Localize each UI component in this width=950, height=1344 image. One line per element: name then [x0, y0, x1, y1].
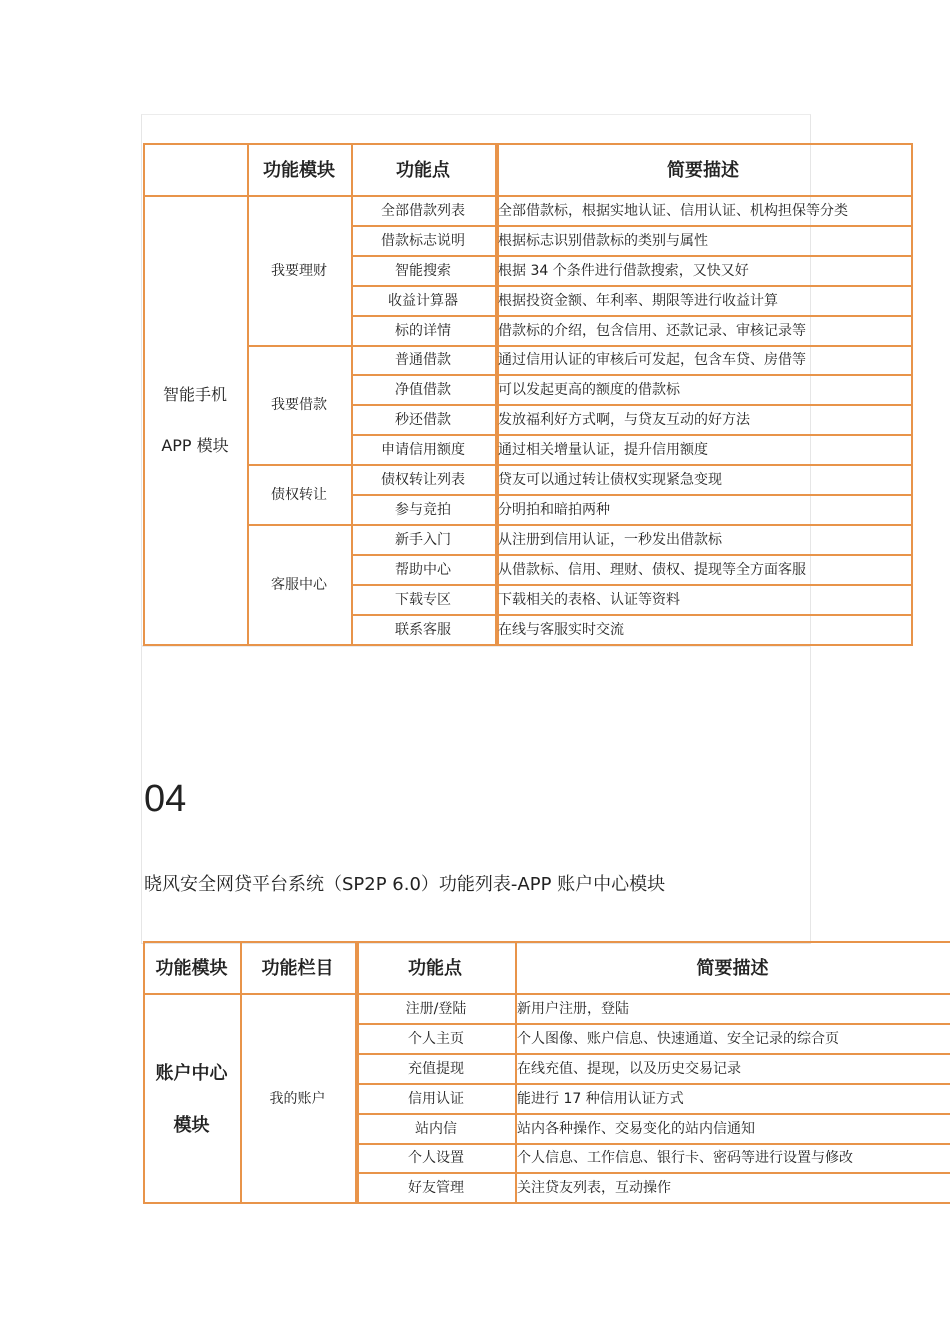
description-cell: 全部借款标，根据实地认证、信用认证、机构担保等分类 [498, 202, 848, 219]
description-cell: 个人信息、工作信息、银行卡、密码等进行设置与修改 [517, 1150, 853, 1167]
function-point-cell: 普通借款 [395, 352, 451, 369]
table-header-cell: 功能模块 [155, 958, 228, 979]
table-header-cell: 简要描述 [667, 160, 739, 181]
function-point-cell: 全部借款列表 [381, 202, 465, 219]
description-cell: 贷友可以通过转让债权实现紧急变现 [498, 472, 722, 489]
function-point-cell: 个人设置 [408, 1150, 464, 1167]
section-number: 04 [144, 778, 187, 820]
table-header-cell: 简要描述 [696, 958, 769, 979]
table-bottom-rule [143, 1202, 950, 1204]
function-point-cell: 秒还借款 [395, 412, 451, 429]
function-point-cell: 下载专区 [395, 591, 451, 608]
description-cell: 从注册到信用认证，一秒发出借款标 [498, 531, 722, 548]
function-point-cell: 新手入门 [395, 531, 451, 548]
description-cell: 个人图像、账户信息、快速通道、安全记录的综合页 [517, 1030, 839, 1047]
table-bottom-rule [143, 644, 912, 646]
function-point-cell: 参与竞拍 [395, 501, 451, 518]
function-point-cell: 注册/登陆 [405, 1000, 467, 1017]
category-label-line1: 智能手机 [162, 385, 227, 405]
page-frame-bottom [141, 646, 811, 944]
description-cell: 在线充值、提现，以及历史交易记录 [517, 1060, 741, 1077]
function-point-cell: 债权转让列表 [381, 472, 465, 489]
description-cell: 通过信用认证的审核后可发起，包含车贷、房借等 [498, 352, 806, 369]
module-cell: 我要借款 [271, 397, 327, 414]
category-cell [143, 195, 247, 644]
description-cell: 关注贷友列表，互动操作 [517, 1180, 671, 1197]
table-column-rule [911, 143, 913, 646]
module-cell [143, 993, 240, 1202]
module-label-line1: 账户中心 [155, 1062, 228, 1084]
column-cell: 我的账户 [269, 1090, 326, 1107]
description-cell: 借款标的介绍，包含信用、还款记录、审核记录等 [498, 322, 806, 339]
description-cell: 下载相关的表格、认证等资料 [498, 591, 680, 608]
function-point-cell: 联系客服 [395, 621, 451, 638]
module-cell: 我要理财 [271, 262, 327, 279]
table-top-rule [143, 143, 912, 145]
description-cell: 根据 34 个条件进行借款搜索，又快又好 [498, 262, 749, 279]
function-point-cell: 标的详情 [395, 322, 451, 339]
description-cell: 能进行 17 种信用认证方式 [517, 1090, 684, 1107]
description-cell: 通过相关增量认证，提升信用额度 [498, 442, 708, 459]
category-label-line2: APP 模块 [161, 436, 229, 456]
function-point-cell: 信用认证 [408, 1090, 464, 1107]
description-cell: 从借款标、信用、理财、债权、提现等全方面客服 [498, 561, 806, 578]
table-header-cell: 功能栏目 [261, 958, 334, 979]
function-point-cell: 借款标志说明 [381, 232, 465, 249]
table-top-rule [143, 941, 950, 943]
description-cell: 站内各种操作、交易变化的站内信通知 [517, 1120, 755, 1137]
description-cell: 发放福利好方式啊，与贷友互动的好方法 [498, 412, 750, 429]
description-cell: 分明拍和暗拍两种 [498, 501, 610, 518]
function-point-cell: 站内信 [415, 1120, 457, 1137]
description-cell: 在线与客服实时交流 [498, 621, 624, 638]
description-cell: 根据标志识别借款标的类别与属性 [498, 232, 708, 249]
table-header-cell: 功能模块 [263, 160, 335, 181]
function-point-cell: 好友管理 [408, 1180, 464, 1197]
module-label-line2: 模块 [173, 1114, 210, 1136]
description-cell: 根据投资金额、年利率、期限等进行收益计算 [498, 292, 778, 309]
section-title: 晓风安全网贷平台系统（SP2P 6.0）功能列表-APP 账户中心模块 [144, 874, 666, 895]
description-cell: 可以发起更高的额度的借款标 [498, 382, 680, 399]
function-point-cell: 申请信用额度 [381, 442, 465, 459]
function-point-cell: 充值提现 [408, 1060, 464, 1077]
table-header-cell: 功能点 [396, 160, 450, 181]
module-cell: 债权转让 [271, 486, 327, 503]
description-cell: 新用户注册，登陆 [517, 1000, 629, 1017]
function-point-cell: 收益计算器 [388, 292, 458, 309]
module-cell: 客服中心 [271, 576, 327, 593]
function-point-cell: 帮助中心 [395, 561, 451, 578]
table-header-cell: 功能点 [408, 958, 462, 979]
function-point-cell: 个人主页 [408, 1030, 464, 1047]
function-point-cell: 净值借款 [395, 382, 451, 399]
table-header-cell [143, 143, 247, 195]
function-point-cell: 智能搜索 [395, 262, 451, 279]
